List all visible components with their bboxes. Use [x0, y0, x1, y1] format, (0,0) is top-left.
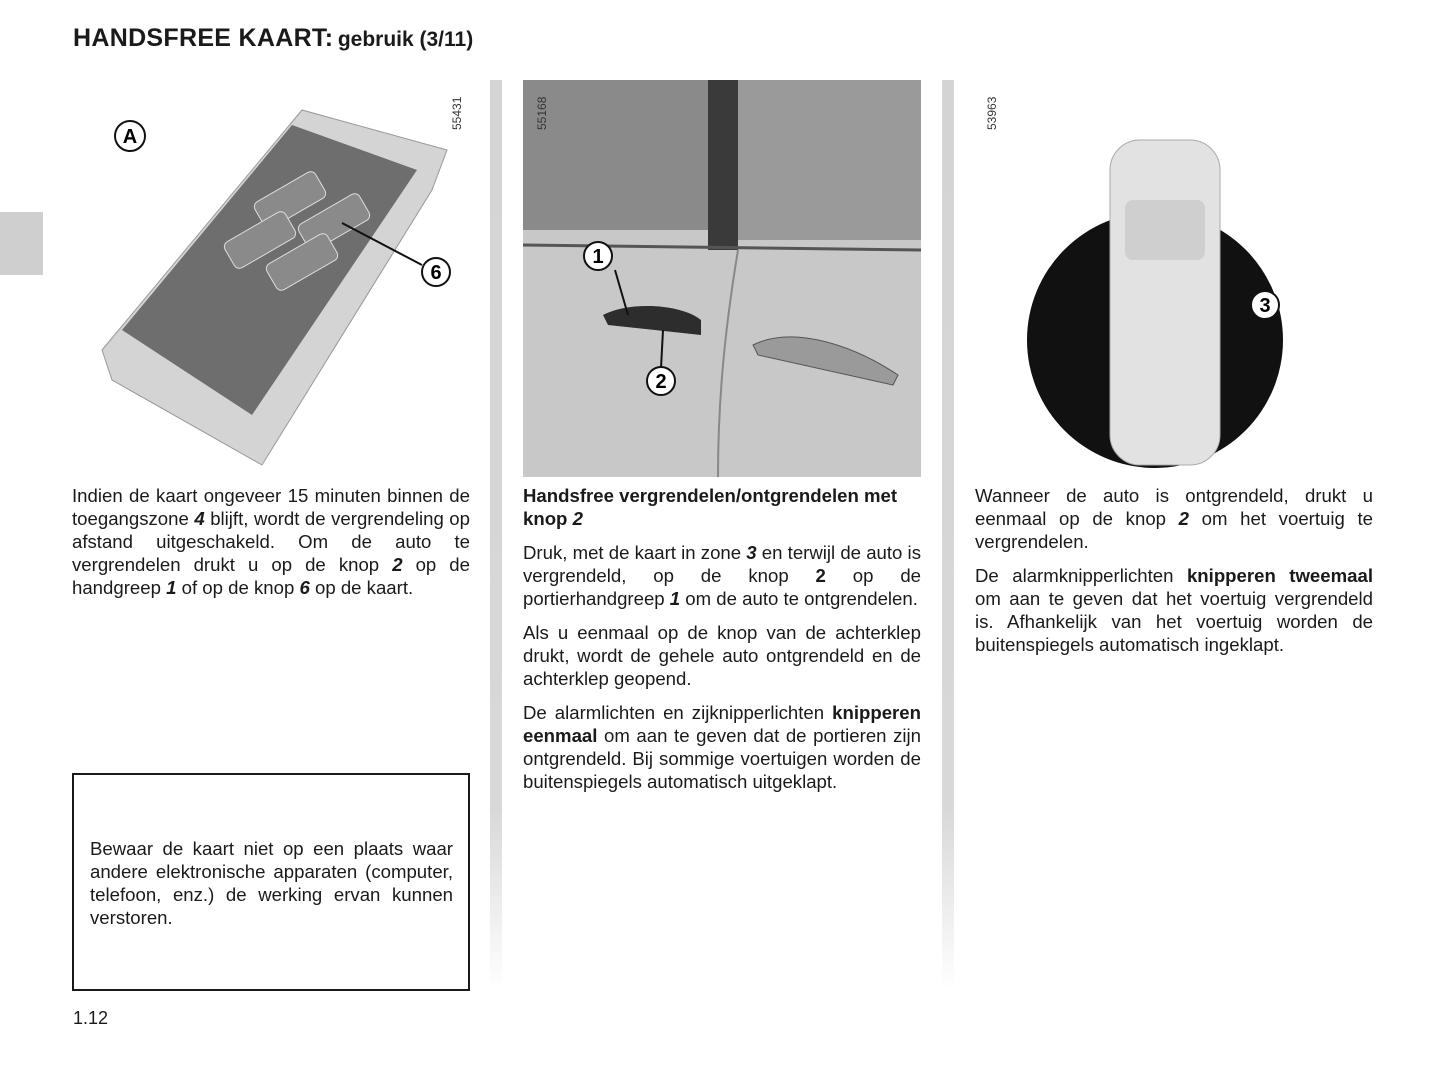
text-run: op de portierhandgreep: [523, 565, 921, 609]
figure-ref: 55431: [450, 96, 464, 130]
column-divider: [490, 80, 502, 990]
text-run: om het voertuig te vergrendelen.: [975, 508, 1374, 552]
middle-paragraphs: [523, 541, 921, 793]
heading-text: Handsfree vergrendelen/ontgrendelen met knop: [523, 485, 898, 529]
callout-label: 3: [1259, 295, 1271, 317]
text-run: en terwijl de auto is vergrendeld, op de knop: [523, 542, 921, 586]
text-run: 4: [194, 508, 205, 529]
text-run: om aan te geven dat het voertuig vergrendeld is. Afhankelijk van het voertuig worden de buitenspiegels automatisch ingeklapt.: [975, 588, 1373, 655]
zone-illustration: [975, 80, 1373, 477]
paragraph: [523, 541, 921, 610]
paragraph: [72, 484, 470, 599]
text-run: 2: [392, 554, 403, 575]
callout-label: 6: [430, 262, 442, 284]
text-run: De alarmknipperlichten: [975, 565, 1187, 586]
figure-ref: 55168: [535, 96, 549, 130]
column-left: [72, 484, 470, 610]
column-right: [975, 484, 1373, 667]
figure-access-zone: [975, 80, 1373, 477]
warning-box: [72, 773, 470, 991]
text-run: Indien de kaart ongeveer 15 minuten binnen de toegangszone: [72, 485, 470, 529]
text-run: 6: [299, 577, 310, 598]
card-illustration: [72, 80, 470, 477]
text-run: knipperen eenmaal: [523, 702, 921, 746]
door-handle-photo: [523, 80, 921, 477]
text-run: Wanneer de auto is ontgrendeld, drukt u eenmaal op de knop: [975, 485, 1373, 529]
callout-label: 1: [592, 246, 604, 268]
text-run: knipperen tweemaal: [1186, 565, 1373, 586]
paragraph: [975, 484, 1373, 553]
text-run: De alarmlichten en zijknipperlichten: [523, 702, 833, 723]
text-run: 1: [669, 588, 681, 609]
text-run: 1: [166, 577, 177, 598]
section-heading: [523, 484, 921, 530]
figure-handsfree-card: [72, 80, 470, 477]
paragraph: [523, 621, 921, 690]
callout-label: 2: [655, 371, 667, 393]
paragraph: [975, 564, 1373, 656]
text-run: 2: [815, 565, 826, 586]
text-run: om de auto te ontgrendelen.: [680, 588, 918, 609]
text-run: op de handgreep: [72, 554, 470, 598]
column-middle: [523, 484, 921, 804]
text-run: Druk, met de kaart in zone: [523, 542, 747, 563]
title-sub: gebruik (3/11): [337, 28, 474, 51]
text-run: om aan te geven dat de portieren zijn ontgrendeld. Bij sommige voertuigen worden de buitenspiegels automatisch uitgeklapt.: [523, 725, 921, 792]
warning-text: Bewaar de kaart niet op een plaats waar andere elektronische apparaten (computer, telefoon, enz.) de werking ervan kunnen verstoren.: [90, 838, 453, 928]
page-number: 1.12: [73, 1008, 109, 1028]
figure-ref: 53963: [985, 96, 999, 130]
figure-door-handle: [523, 80, 921, 477]
text-run: 2: [1178, 508, 1190, 529]
section-tab: [0, 212, 43, 275]
text-run: of op de knop: [176, 577, 300, 598]
title-main: HANDSFREE KAART:: [73, 24, 334, 52]
callout-label: A: [122, 126, 138, 148]
column-divider: [942, 80, 954, 990]
heading-number: 2: [572, 508, 583, 529]
text-run: Als u eenmaal op de knop van de achterklep drukt, wordt de gehele auto ontgrendeld en de achterklep geopend.: [523, 622, 921, 689]
paragraph: [523, 701, 921, 793]
page-title: [73, 24, 473, 53]
text-run: 3: [746, 542, 757, 563]
text-run: blijft, wordt de vergrendeling op afstand uitgeschakeld. Om de auto te vergrendelen drukt u op de knop: [72, 508, 470, 575]
text-run: op de kaart.: [309, 577, 414, 598]
